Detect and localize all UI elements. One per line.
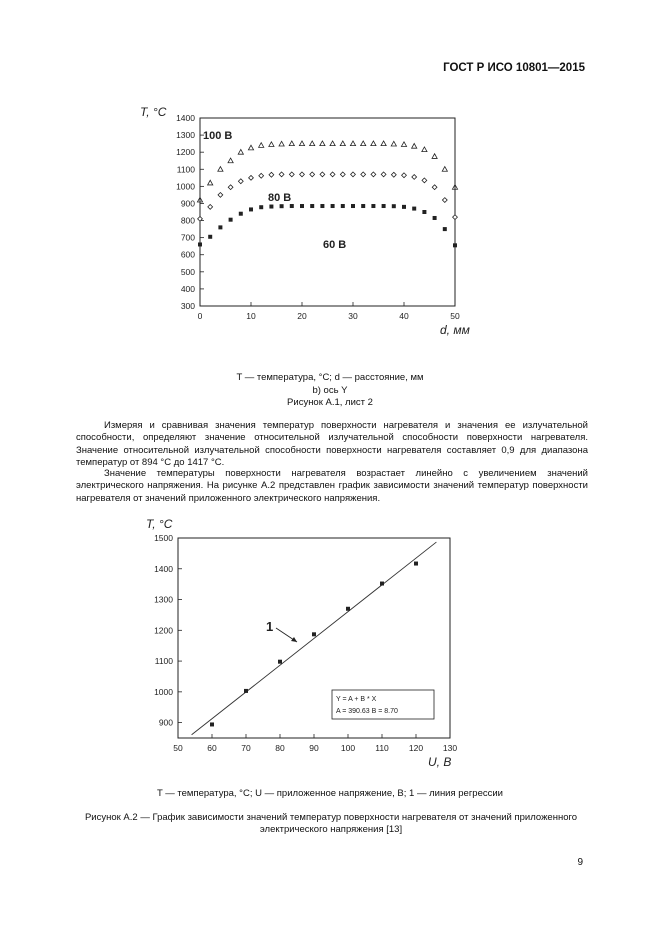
data-point [279, 141, 284, 146]
data-point [422, 210, 426, 214]
x-tick-label: 90 [309, 743, 319, 753]
data-point [330, 172, 335, 177]
data-point [442, 198, 447, 203]
data-point [278, 660, 282, 664]
data-point [380, 582, 384, 586]
data-point [198, 242, 202, 246]
data-point [269, 205, 273, 209]
data-point [330, 141, 335, 146]
data-point [259, 143, 264, 148]
data-point [422, 147, 427, 152]
data-point [371, 172, 376, 177]
data-point [453, 215, 458, 220]
data-point [259, 173, 264, 178]
x-tick-label: 0 [197, 311, 203, 321]
figure1-caption: Рисунок А.1, лист 2 [287, 397, 373, 408]
y-tick-label: 1200 [154, 625, 173, 636]
data-point [238, 179, 243, 184]
data-point [412, 144, 417, 149]
data-point [320, 172, 325, 177]
data-point [412, 207, 416, 211]
y-tick-label: 1300 [154, 594, 173, 605]
y-tick-label: 900 [158, 717, 173, 728]
figure2-caption: Рисунок А.2 — График зависимости значений температур поверхности нагревателя от значений приложенного электрического напряжения [13] [84, 812, 578, 835]
data-point [381, 172, 386, 177]
data-point [244, 689, 248, 693]
paragraph-emissivity: Измеряя и сравнивая значения температур поверхности нагревателя и значения ее излучательной способности, определяют значение относительной излучательной способности поверхности нагревателя. Значение относительной излучательной способности поверхности нагревателя составляет 0,9 для диапазона температур от 894 °С до 1417 °С. [76, 420, 588, 469]
document-code: ГОСТ Р ИСО 10801—2015 [443, 62, 585, 74]
x-tick-label: 20 [297, 311, 307, 321]
data-point [300, 172, 305, 177]
y-tick-label: 500 [180, 266, 195, 277]
data-point [289, 172, 294, 177]
y-axis-label: T, °C [146, 517, 173, 531]
data-point [350, 141, 355, 146]
data-point [340, 141, 345, 146]
data-point [290, 204, 294, 208]
data-point [208, 204, 213, 209]
plot-frame [200, 118, 455, 306]
y-tick-label: 1000 [176, 181, 195, 192]
data-point [381, 141, 386, 146]
data-point [341, 204, 345, 208]
data-point [443, 227, 447, 231]
data-point [392, 204, 396, 208]
y-tick-label: 700 [180, 232, 195, 243]
data-point [401, 142, 406, 147]
x-tick-label: 40 [399, 311, 409, 321]
y-tick-label: 1100 [154, 656, 173, 667]
figure2-legend: T — температура, °C; U — приложенное напряжение, В; 1 — линия регрессии [156, 788, 503, 799]
data-point [340, 172, 345, 177]
y-tick-label: 300 [180, 301, 195, 311]
data-point [371, 141, 376, 146]
chart-temperature-vs-distance [0, 96, 661, 346]
data-point [361, 172, 366, 177]
data-point [228, 158, 233, 163]
data-point [391, 172, 396, 177]
x-tick-label: 80 [275, 743, 285, 753]
data-point [310, 141, 315, 146]
y-tick-label: 800 [180, 215, 195, 226]
series-label: 60 В [323, 239, 347, 251]
regression-label: 1 [266, 619, 274, 634]
data-point [351, 204, 355, 208]
data-point [289, 141, 294, 146]
data-point [402, 173, 407, 178]
data-point [208, 235, 212, 239]
data-point [229, 218, 233, 222]
data-point [248, 145, 253, 150]
data-point [432, 154, 437, 159]
series-2 [198, 172, 458, 221]
x-tick-label: 50 [173, 743, 183, 753]
y-tick-label: 1400 [176, 113, 195, 123]
data-point [351, 172, 356, 177]
data-point [279, 172, 284, 177]
y-tick-label: 1500 [154, 533, 173, 543]
x-tick-label: 110 [375, 743, 389, 753]
y-tick-label: 1200 [176, 147, 195, 158]
data-point [300, 204, 304, 208]
data-point [218, 193, 223, 198]
x-tick-label: 60 [207, 743, 217, 753]
data-point [259, 205, 263, 209]
y-tick-label: 1400 [154, 563, 173, 574]
data-point [382, 204, 386, 208]
data-point [269, 142, 274, 147]
y-tick-label: 900 [180, 198, 195, 209]
data-point [208, 180, 213, 185]
y-axis-label: T, °C [140, 105, 167, 119]
data-point [239, 212, 243, 216]
data-point [249, 175, 254, 180]
data-point [442, 167, 447, 172]
x-axis-label: U, В [428, 755, 452, 769]
data-point [371, 204, 375, 208]
data-point [249, 207, 253, 211]
page-number: 9 [577, 857, 583, 868]
data-point [391, 141, 396, 146]
x-tick-label: 70 [241, 743, 251, 753]
series-label: 100 В [203, 130, 233, 142]
data-point [218, 225, 222, 229]
chart-temperature-vs-voltage [0, 516, 661, 776]
data-point [238, 149, 243, 154]
fit-equation: Y = A + B * X [336, 696, 377, 703]
data-point [402, 205, 406, 209]
data-point [320, 204, 324, 208]
arrow-head [291, 637, 297, 642]
data-point [412, 175, 417, 180]
data-point [280, 204, 284, 208]
y-tick-label: 1000 [154, 686, 173, 697]
data-point [320, 141, 325, 146]
x-tick-label: 100 [340, 743, 356, 753]
data-point [310, 172, 315, 177]
x-tick-label: 130 [442, 743, 458, 753]
data-point [269, 172, 274, 177]
x-tick-label: 50 [450, 311, 460, 321]
fit-coefficients: A = 390.63 B = 8.70 [336, 708, 398, 715]
data-point [422, 178, 427, 183]
data-point [228, 185, 233, 190]
data-point [361, 141, 366, 146]
data-point [312, 632, 316, 636]
data-point [299, 141, 304, 146]
y-tick-label: 600 [180, 249, 195, 260]
figure1-legend: T — температура, °C; d — расстояние, мм [236, 372, 424, 383]
data-point [310, 204, 314, 208]
data-point [210, 722, 214, 726]
data-point [218, 167, 223, 172]
x-axis-label: d, мм [440, 323, 470, 337]
data-point [432, 185, 437, 190]
y-tick-label: 1100 [176, 164, 195, 175]
x-tick-label: 30 [348, 311, 358, 321]
data-point [331, 204, 335, 208]
series-1 [197, 141, 457, 202]
paragraph-linear-dependence: Значение температуры поверхности нагревателя возрастает линейно с увеличением значений электрического напряжения. На рисунке А.2 представлен график зависимости значений температур поверхности нагревателя от значений приложенного электрического напряжения. [76, 468, 588, 504]
series-label: 80 В [268, 192, 292, 204]
y-tick-label: 1300 [176, 130, 195, 141]
data-point [414, 562, 418, 566]
x-tick-label: 120 [408, 743, 424, 753]
data-point [346, 607, 350, 611]
y-tick-label: 400 [180, 283, 195, 294]
data-point [453, 243, 457, 247]
x-tick-label: 10 [246, 311, 256, 321]
data-point [361, 204, 365, 208]
figure1-panel-label: b) ось Y [312, 385, 348, 396]
data-point [433, 216, 437, 220]
